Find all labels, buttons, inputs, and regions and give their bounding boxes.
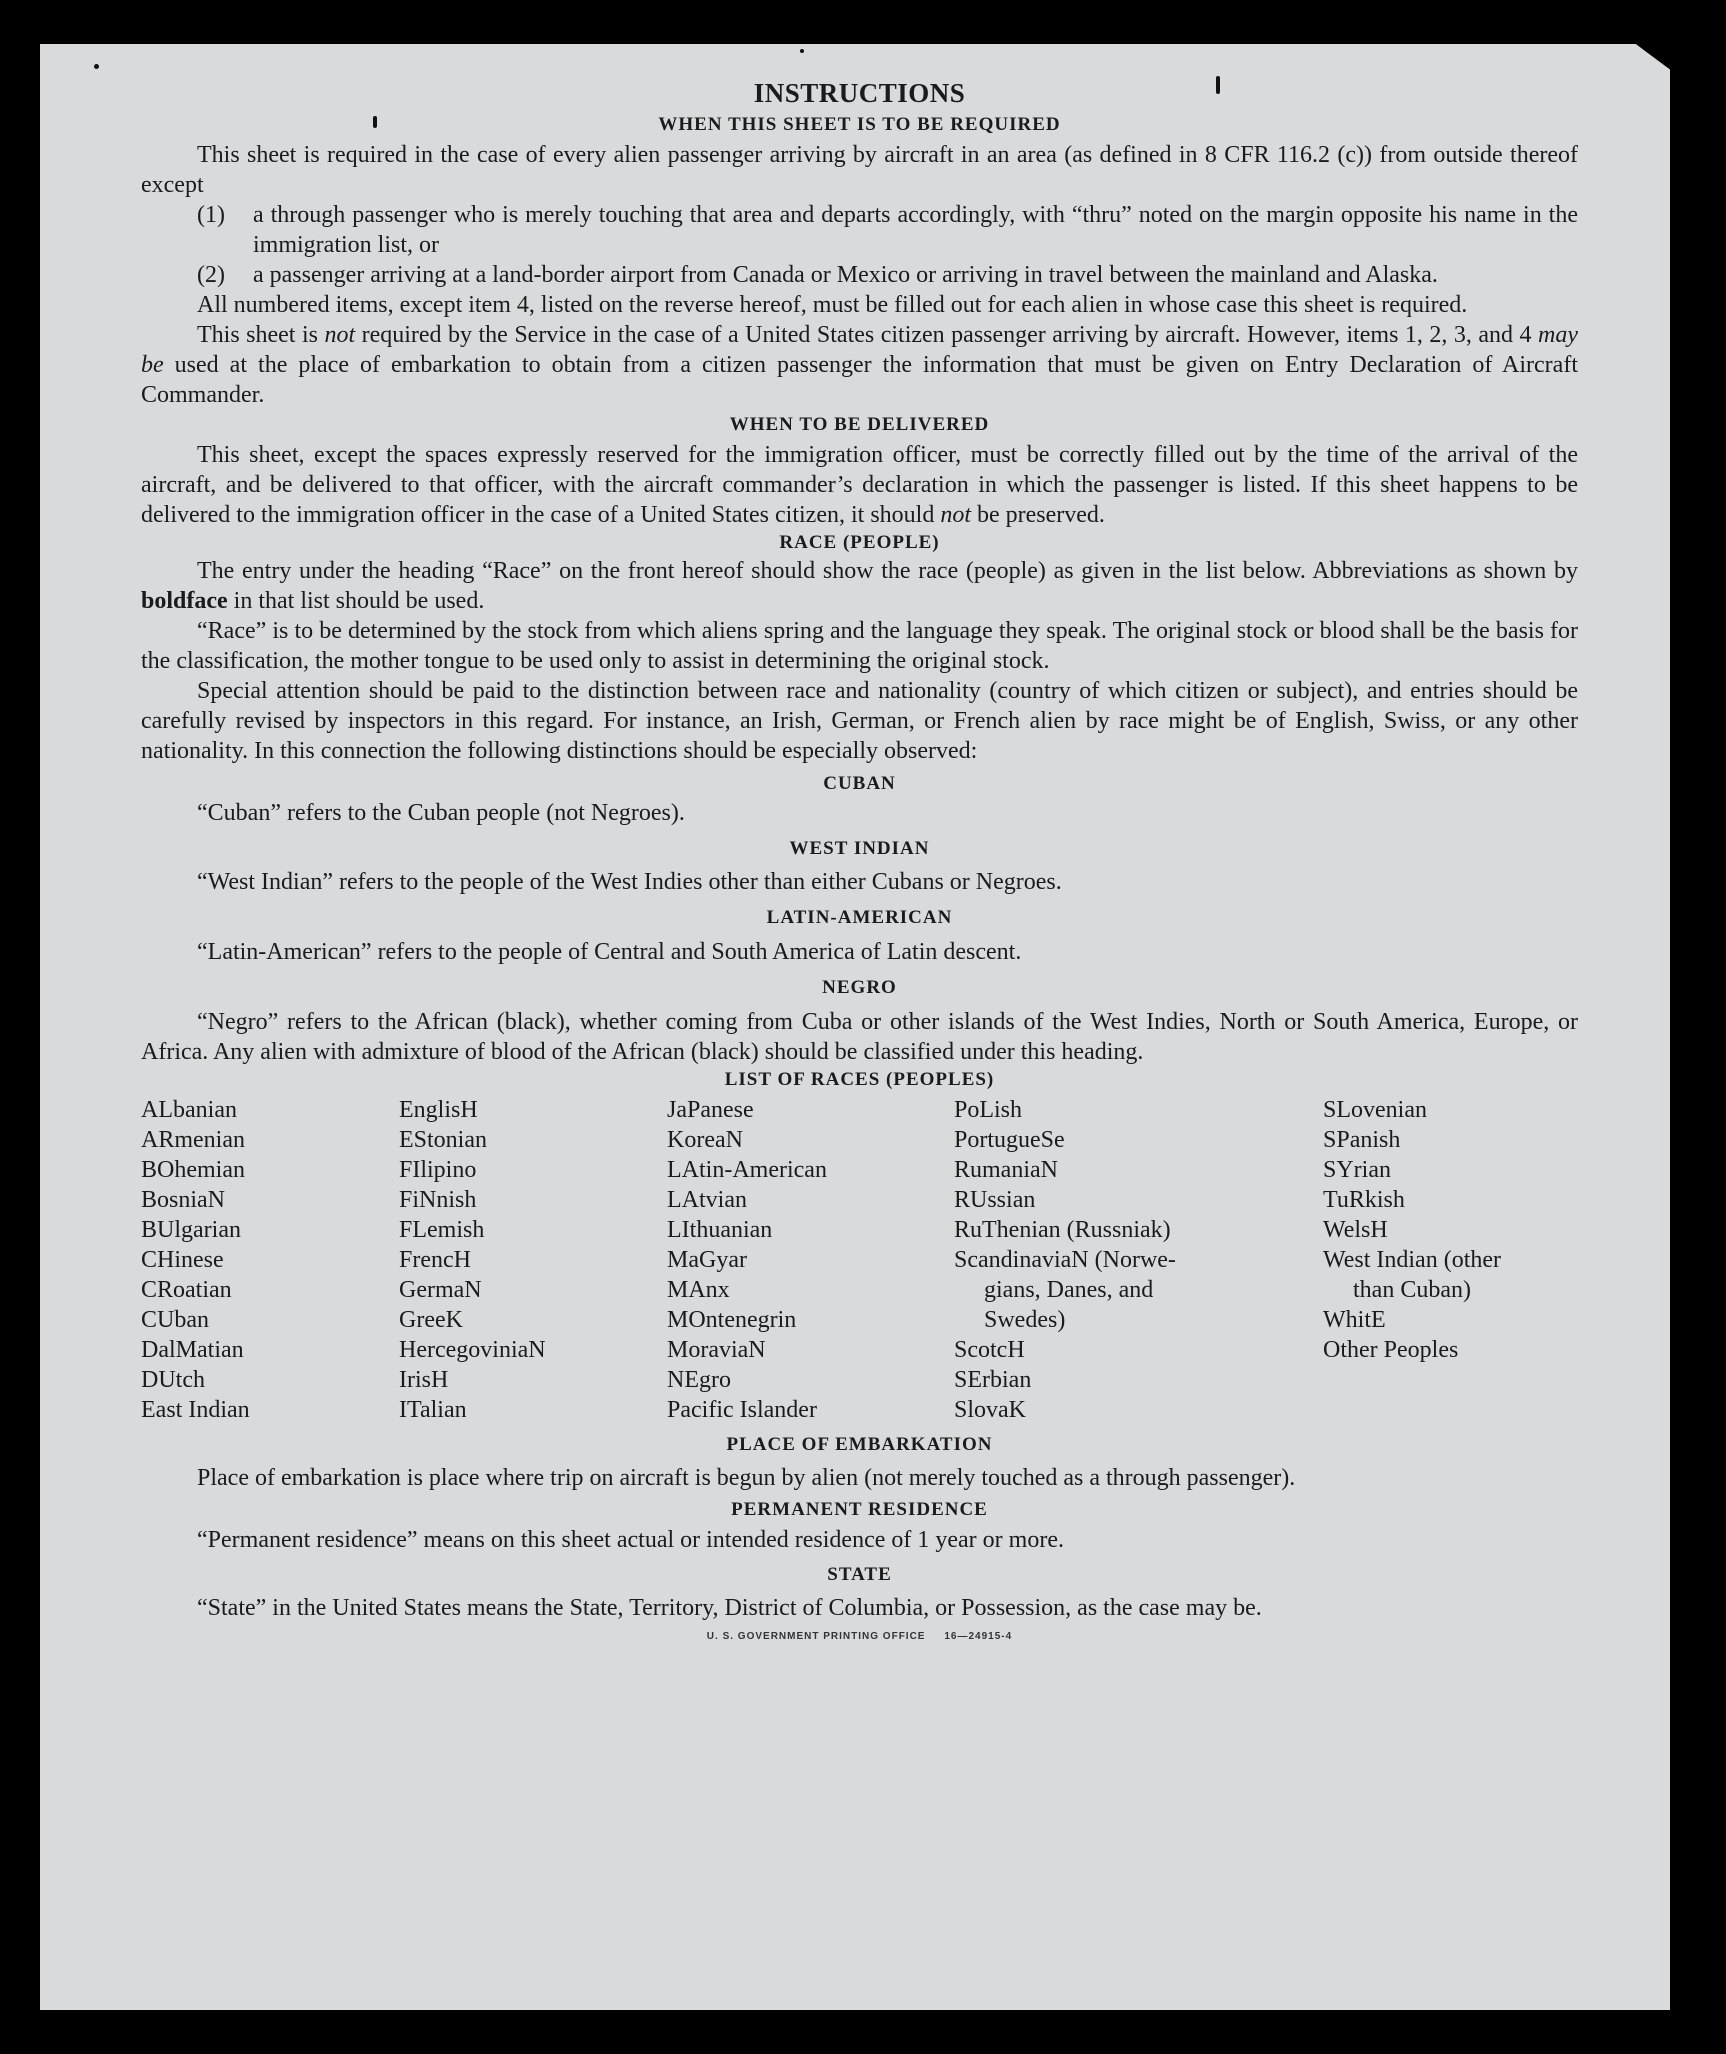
race-entry: Other Peoples xyxy=(1323,1337,1459,1363)
race-entry: GreeK xyxy=(399,1307,463,1333)
race-entry: MOntenegrin xyxy=(667,1307,797,1333)
text-run: This sheet is xyxy=(197,322,325,348)
paragraph-negro: “Negro” refers to the African (black), whether coming from Cuba or other islands of the West Indies, North or South America, Europe, or Africa. Any alien with admixture of blood of the African (black) should be classified under this heading. xyxy=(141,1009,1578,1065)
race-entry: WelsH xyxy=(1323,1217,1388,1243)
exception-item-1 xyxy=(141,200,1578,260)
paragraph-required-1: This sheet is required in the case of every alien passenger arriving by aircraft in an area (as defined in 8 CFR 116.2 (c)) from outside thereof except xyxy=(141,142,1578,198)
race-column xyxy=(399,1095,667,1425)
section-heading-embarkation: PLACE OF EMBARKATION xyxy=(726,1434,993,1455)
instructions-content xyxy=(141,76,1578,1642)
paragraph-west-indian: “West Indian” refers to the people of the West Indies other than either Cubans or Negroes. xyxy=(197,869,1062,895)
race-entry: CHinese xyxy=(141,1247,224,1273)
race-entry: FrencH xyxy=(399,1247,471,1273)
text-run: required by the Service in the case of a United States citizen passenger arriving by aircraft. However, items 1, 2, 3, and 4 xyxy=(355,322,1538,348)
race-entry: EnglisH xyxy=(399,1097,478,1123)
printer-footer: U. S. GOVERNMENT PRINTING OFFICE 16—24915-4 xyxy=(706,1631,1013,1642)
paragraph-residence: “Permanent residence” means on this sheet actual or intended residence of 1 year or more. xyxy=(197,1527,1064,1553)
race-entry: CRoatian xyxy=(141,1277,232,1303)
race-list xyxy=(141,1095,1578,1425)
race-entry: MaGyar xyxy=(667,1247,747,1273)
text-run: be preserved. xyxy=(971,502,1105,528)
exception-number: (2) xyxy=(197,262,225,288)
race-entry: LIthuanian xyxy=(667,1217,773,1243)
section-heading-negro: NEGRO xyxy=(822,977,897,998)
race-entry: ITalian xyxy=(399,1397,467,1423)
section-heading-state: STATE xyxy=(827,1564,892,1585)
race-entry: MAnx xyxy=(667,1277,730,1303)
race-entry: LAtvian xyxy=(667,1187,747,1213)
race-entry: IrisH xyxy=(399,1367,449,1393)
race-entry: KoreaN xyxy=(667,1127,743,1153)
race-entry: GermaN xyxy=(399,1277,482,1303)
race-entry: SYrian xyxy=(1323,1157,1391,1183)
exception-number: (1) xyxy=(197,202,225,228)
print-speck xyxy=(800,49,804,53)
race-entry: ALbanian xyxy=(141,1097,237,1123)
paragraph-race-3: Special attention should be paid to the distinction between race and nationality (country of which citizen or subject), and entries should be carefully revised by inspectors in this regard. For instance, an Irish, German, or French alien by race might be of English, Swiss, or any other nationality. In this connection the following distinctions should be especially observed: xyxy=(141,678,1578,764)
text-run: The entry under the heading “Race” on the front hereof should show the race (people) as given in the list below. Abbreviations as shown by xyxy=(197,558,1578,584)
italic-run: not xyxy=(324,322,356,348)
race-entry: SErbian xyxy=(954,1367,1032,1393)
paragraph-embarkation: Place of embarkation is place where trip on aircraft is begun by alien (not merely touched as a through passenger). xyxy=(197,1465,1296,1491)
race-column xyxy=(954,1095,1323,1425)
race-entry: FiNnish xyxy=(399,1187,477,1213)
text-run: used at the place of embarkation to obtain from a citizen passenger the information that must be given on Entry Declaration of Aircraft Commander. xyxy=(141,352,1578,408)
section-heading-cuban: CUBAN xyxy=(823,773,896,794)
paragraph-race-2: “Race” is to be determined by the stock from which aliens spring and the language they speak. The original stock or blood shall be the basis for the classification, the mother tongue to be used only to assist in determining the original stock. xyxy=(141,618,1578,674)
race-entry-continued: Swedes) xyxy=(984,1307,1066,1333)
race-entry: BosniaN xyxy=(141,1187,225,1213)
race-entry-continued: than Cuban) xyxy=(1353,1277,1471,1303)
race-column xyxy=(141,1095,399,1425)
race-column xyxy=(667,1095,954,1425)
race-entry: PortugueSe xyxy=(954,1127,1065,1153)
section-heading-race: RACE (PEOPLE) xyxy=(779,532,940,553)
race-entry: WhitE xyxy=(1323,1307,1386,1333)
italic-run: may be xyxy=(141,322,1578,378)
race-entry: FIlipino xyxy=(399,1157,477,1183)
page-title: INSTRUCTIONS xyxy=(753,78,966,108)
race-entry: FLemish xyxy=(399,1217,485,1243)
section-heading-delivered: WHEN TO BE DELIVERED xyxy=(729,414,990,435)
paragraph-state: “State” in the United States means the State, Territory, District of Columbia, or Possession, as the case may be. xyxy=(197,1595,1262,1621)
print-speck xyxy=(94,64,99,69)
text-run: in that list should be used. xyxy=(227,588,485,614)
race-entry: BOhemian xyxy=(141,1157,245,1183)
exception-item-2 xyxy=(141,260,1578,290)
section-heading-residence: PERMANENT RESIDENCE xyxy=(731,1499,988,1520)
exception-text: a passenger arriving at a land-border airport from Canada or Mexico or arriving in travel between the mainland and Alaska. xyxy=(253,262,1438,288)
race-entry: RuThenian (Russniak) xyxy=(954,1217,1171,1243)
exception-text: a through passenger who is merely touching that area and departs accordingly, with “thru” noted on the margin opposite his name in the immigration list, or xyxy=(253,202,1578,258)
race-entry: ScotcH xyxy=(954,1337,1025,1363)
paragraph-required-3 xyxy=(141,320,1578,410)
race-entry-continued: gians, Danes, and xyxy=(984,1277,1154,1303)
race-entry: Pacific Islander xyxy=(667,1397,817,1423)
race-entry: East Indian xyxy=(141,1397,250,1423)
race-entry: MoraviaN xyxy=(667,1337,766,1363)
race-entry: RumaniaN xyxy=(954,1157,1058,1183)
section-heading-list-of-races: LIST OF RACES (PEOPLES) xyxy=(724,1069,995,1090)
section-heading-west-indian: WEST INDIAN xyxy=(789,838,930,859)
bold-run: boldface xyxy=(141,588,228,614)
race-entry: NEgro xyxy=(667,1367,731,1393)
paragraph-cuban: “Cuban” refers to the Cuban people (not Negroes). xyxy=(197,800,685,826)
paragraph-race-1 xyxy=(141,556,1578,616)
race-entry: EStonian xyxy=(399,1127,487,1153)
race-column xyxy=(1323,1095,1578,1425)
italic-run: not xyxy=(940,502,971,528)
paragraph-delivered xyxy=(141,440,1578,530)
race-entry: HercegoviniaN xyxy=(399,1337,546,1363)
race-entry: SlovaK xyxy=(954,1397,1026,1423)
section-heading-latin-american: LATIN-AMERICAN xyxy=(766,907,953,928)
race-entry: PoLish xyxy=(954,1097,1023,1123)
paragraph-required-2: All numbered items, except item 4, listed on the reverse hereof, must be filled out for each alien in whose case this sheet is required. xyxy=(197,292,1468,318)
race-entry: CUban xyxy=(141,1307,209,1333)
race-entry: TuRkish xyxy=(1323,1187,1405,1213)
race-entry: RUssian xyxy=(954,1187,1036,1213)
race-entry: DUtch xyxy=(141,1367,205,1393)
race-entry: SPanish xyxy=(1323,1127,1401,1153)
race-entry: LAtin-American xyxy=(667,1157,827,1183)
section-heading-required: WHEN THIS SHEET IS TO BE REQUIRED xyxy=(658,114,1061,135)
paragraph-latin-american: “Latin-American” refers to the people of Central and South America of Latin descent. xyxy=(197,939,1022,965)
race-entry: BUlgarian xyxy=(141,1217,241,1243)
race-entry: JaPanese xyxy=(667,1097,754,1123)
text-run: This sheet, except the spaces expressly reserved for the immigration officer, must be correctly filled out by the time of the arrival of the aircraft, and be delivered to that officer, with the aircraft commander’s declaration in which the passenger is listed. If this sheet happens to be delivered to the immigration officer in the case of a United States citizen, it should xyxy=(141,442,1578,528)
race-entry: DalMatian xyxy=(141,1337,244,1363)
race-entry: ScandinaviaN (Norwe- xyxy=(954,1247,1176,1273)
race-entry: ARmenian xyxy=(141,1127,245,1153)
race-entry: SLovenian xyxy=(1323,1097,1427,1123)
race-entry: West Indian (other xyxy=(1323,1247,1502,1273)
